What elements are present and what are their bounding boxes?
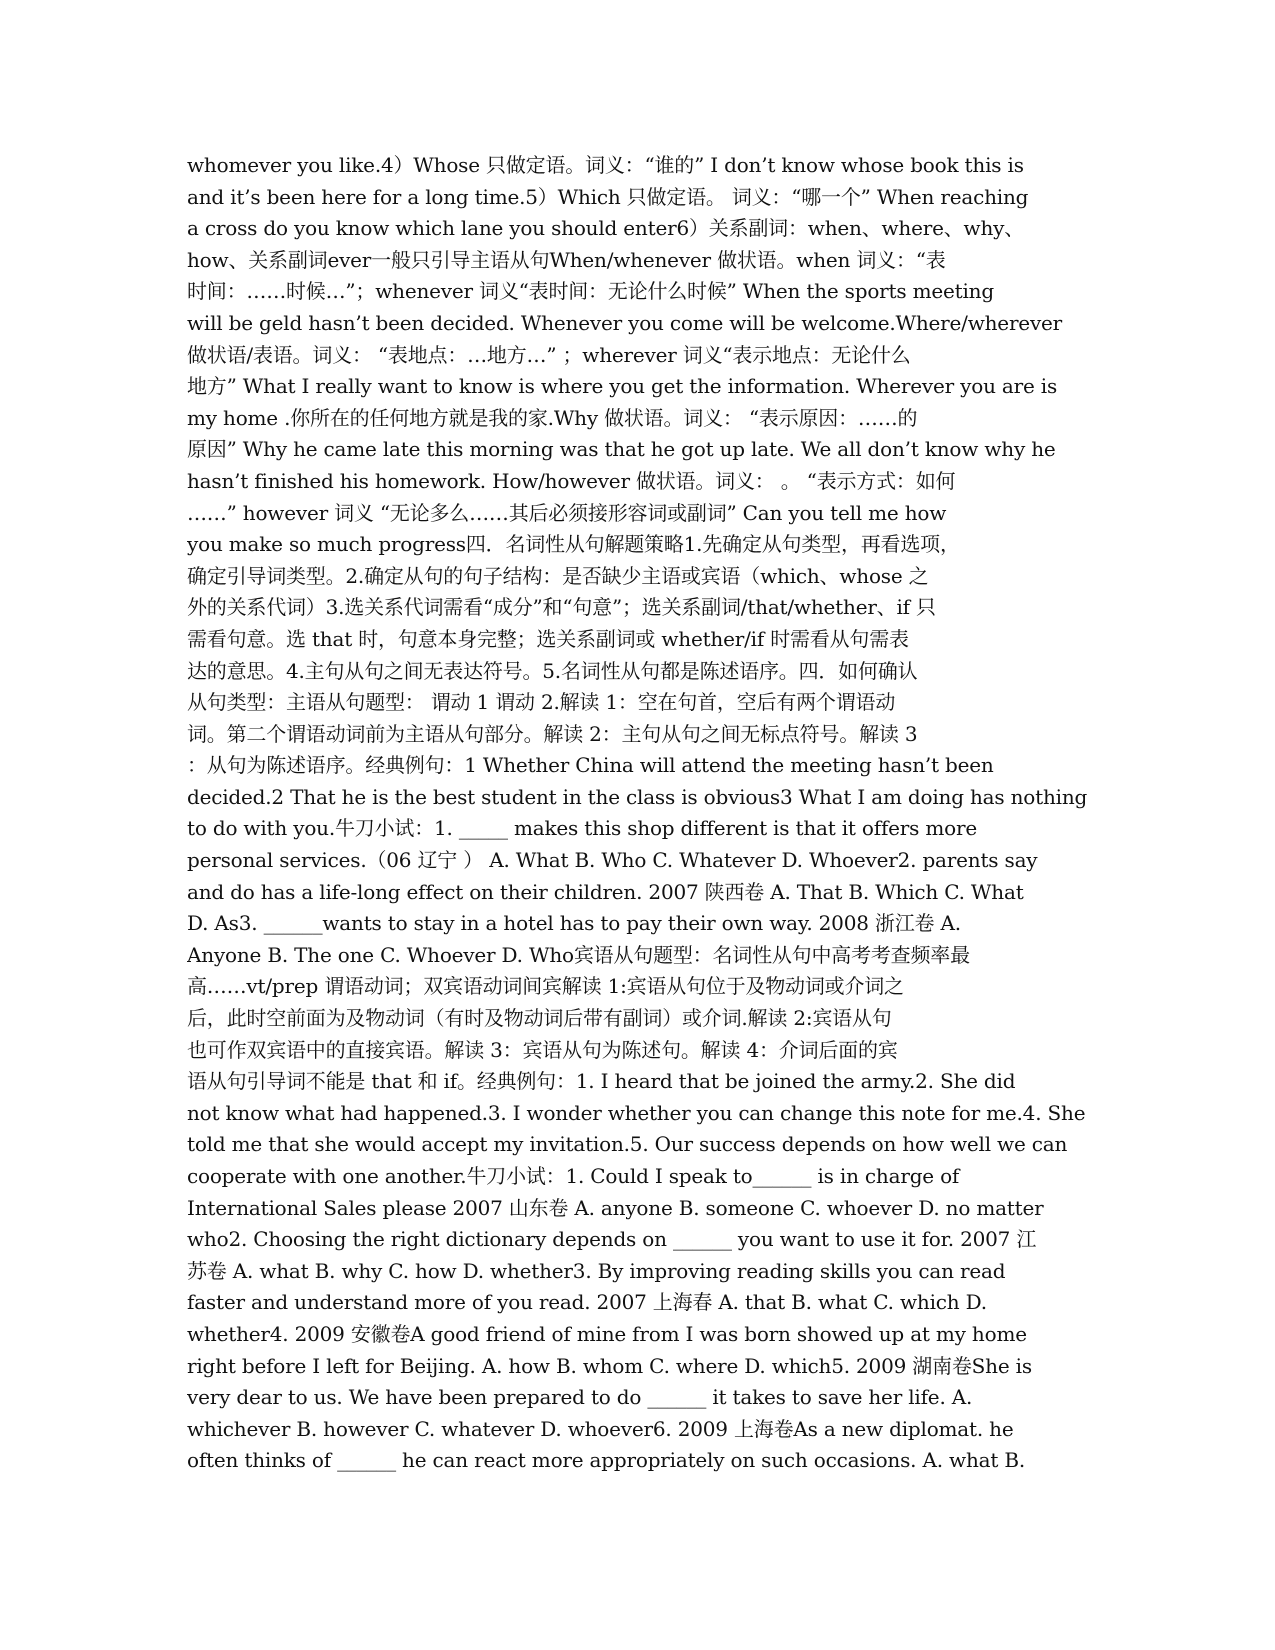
text-line: 时间：……时候…”；whenever 词义“表时间：无论什么时候” When the sports meeting [187,279,994,304]
text-line: 高……vt/prep 谓语动词；双宾语动词间宾解读 1:宾语从句位于及物动词或介词之 [187,974,904,999]
text-line: 苏卷 A. what B. why C. how D. whether3. By improving reading skills you can read [187,1258,1006,1283]
text-line: whichever B. however C. whatever D. whoever6. 2009 上海卷As a new diplomat. he [187,1416,1014,1441]
text-line: decided.2 That he is the best student in the class is obvious3 What I am doing has nothing [187,784,1088,809]
text-line: 从句类型：主语从句题型： 谓动 1 谓动 2.解读 1：空在句首，空后有两个谓语动 [187,690,896,715]
text-line: Anyone B. The one C. Whoever D. Who宾语从句题型：名词性从句中高考考查频率最 [187,942,970,967]
text-line: ：从句为陈述语序。经典例句：1 Whether China will attend the meeting hasn’t been [187,753,994,778]
text-line: International Sales please 2007 山东卷 A. anyone B. someone C. whoever D. no matter [187,1195,1044,1220]
text-line: personal services.（06 辽宁 ） A. What B. Who C. Whatever D. Whoever2. parents say [187,848,1038,873]
text-line: how、关系副词ever一般只引导主语从句When/whenever 做状语。when 词义：“表 [187,247,946,272]
text-line: and it’s been here for a long time.5）Which 只做定语。 词义：“哪一个” When reaching [187,184,1029,209]
text-line: often thinks of ______ he can react more appropriately on such occasions. A. what B. [187,1448,1026,1473]
text-line: 达的意思。4.主句从句之间无表达符号。5.名词性从句都是陈述语序。四．如何确认 [187,658,918,683]
text-line: whomever you like.4）Whose 只做定语。词义：“谁的” I don’t know whose book this is [187,153,1024,177]
text-line: told me that she would accept my invitation.5. Our success depends on how well we can [187,1132,1068,1157]
text-line: 语从句引导词不能是 that 和 if。经典例句：1. I heard that be joined the army.2. She did [187,1069,1016,1094]
text-line: 确定引导词类型。2.确定从句的句子结构：是否缺少主语或宾语（which、whose 之 [187,563,929,588]
text-line: 原因” Why he came late this morning was that he got up late. We all don’t know why he [187,437,1056,462]
text-line: 也可作双宾语中的直接宾语。解读 3：宾语从句为陈述句。解读 4：介词后面的宾 [187,1037,898,1062]
text-line: cooperate with one another.牛刀小试：1. Could I speak to______ is in charge of [187,1164,960,1188]
text-line: and do has a life-long effect on their children. 2007 陕西卷 A. That B. Which C. What [187,879,1024,904]
text-line: ……” however 词义 “无论多么……其后必须接形容词或副词” Can you tell me how [187,500,947,525]
text-line: 词。第二个谓语动词前为主语从句部分。解读 2：主句从句之间无标点符号。解读 3 [187,721,918,746]
text-line: a cross do you know which lane you should enter6）关系副词：when、where、why、 [187,216,1025,241]
text-line: hasn’t finished his homework. How/however 做状语。词义： 。 “表示方式：如何 [187,468,956,493]
text-line: who2. Choosing the right dictionary depends on ______ you want to use it for. 2007 江 [187,1227,1037,1252]
text-line: 后，此时空前面为及物动词（有时及物动词后带有副词）或介词.解读 2:宾语从句 [187,1006,892,1031]
text-line: 需看句意。选 that 时，句意本身完整；选关系副词或 whether/if 时需看从句需表 [187,626,909,651]
text-line: to do with you.牛刀小试：1. _____ makes this shop different is that it offers more [187,816,977,841]
text-line: you make so much progress四．名词性从句解题策略1.先确定从句类型，再看选项， [187,532,960,557]
text-line: faster and understand more of you read. 2007 上海春 A. that B. what C. which D. [187,1290,987,1315]
text-line: will be geld hasn’t been decided. Whenever you come will be welcome.Where/wherever [187,310,1063,335]
body-text [187,150,1107,1477]
text-line: not know what had happened.3. I wonder whether you can change this note for me.4. She [187,1100,1086,1125]
text-line: very dear to us. We have been prepared to do ______ it takes to save her life. A. [187,1385,973,1410]
text-line: 地方” What I really want to know is where you get the information. Wherever you are is [187,374,1058,399]
text-line: 外的关系代词）3.选关系代词需看“成分”和“句意”；选关系副词/that/whether、if 只 [187,595,936,620]
text-line: right before I left for Beijing. A. how B. whom C. where D. which5. 2009 湖南卷She is [187,1353,1032,1378]
text-line: 做状语/表语。词义： “表地点：…地方…” ；wherever 词义“表示地点：无论什么 [187,342,911,367]
text-line: my home .你所在的任何地方就是我的家.Why 做状语。词义： “表示原因：……的 [187,405,918,430]
text-line: D. As3. ______wants to stay in a hotel has to pay their own way. 2008 浙江卷 A. [187,911,961,936]
text-line: whether4. 2009 安徽卷A good friend of mine from I was born showed up at my home [187,1321,1027,1346]
